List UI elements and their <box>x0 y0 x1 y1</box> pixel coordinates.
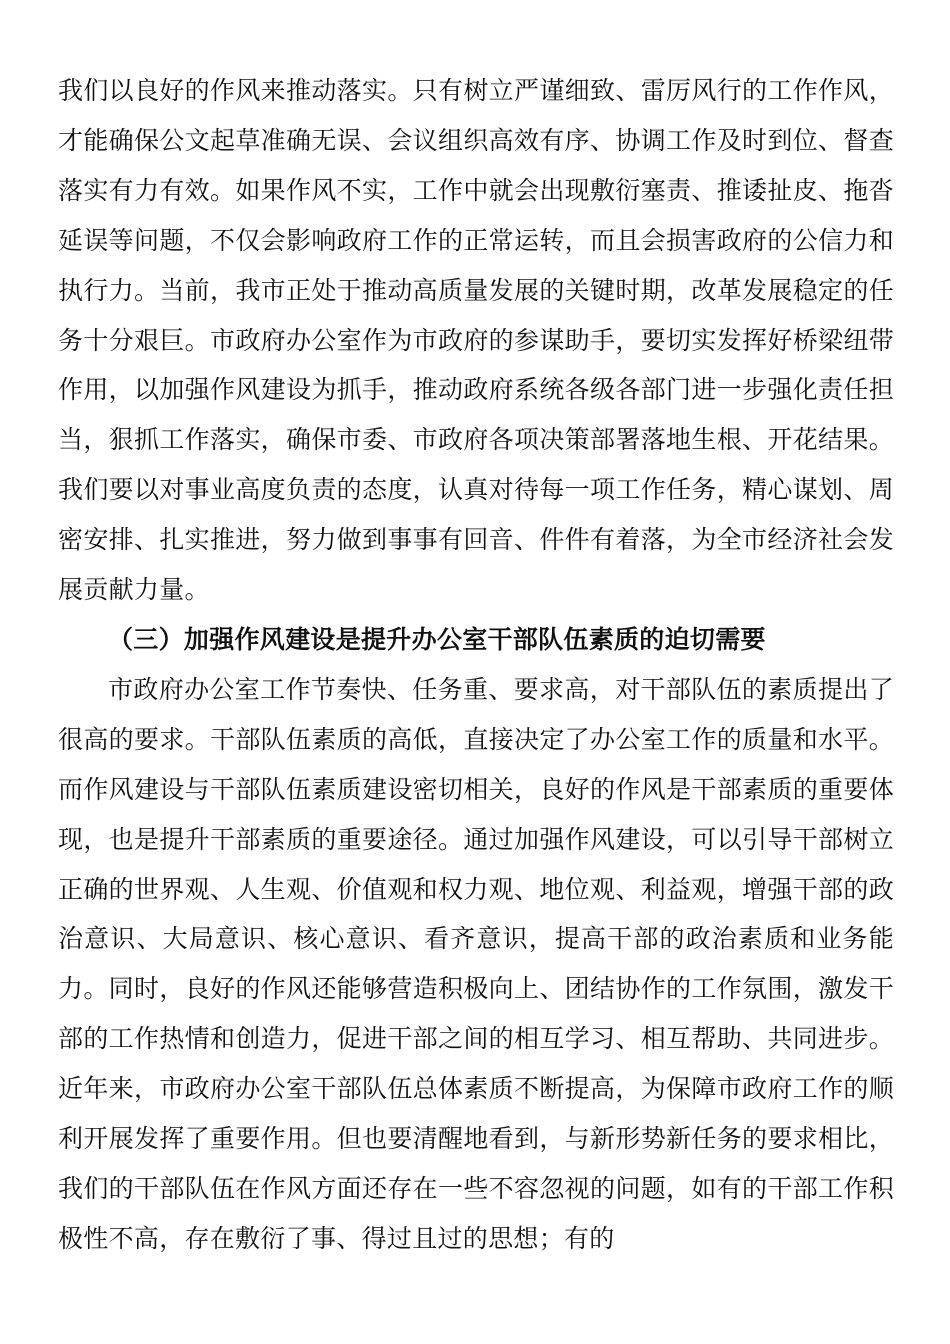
paragraph-cadre-quality: 市政府办公室工作节奏快、任务重、要求高，对干部队伍的素质提出了很高的要求。干部队伍素质的高低，直接决定了办公室工作的质量和水平。而作风建设与干部队伍素质建设密切相关，良好的作风是干部素质的重要体现，也是提升干部素质的重要途径。通过加强作风建设，可以引导干部树立正确的世界观、人生观、价值观和权力观、地位观、利益观，增强干部的政治意识、大局意识、核心意识、看齐意识，提高干部的政治素质和业务能力。同时，良好的作风还能够营造积极向上、团结协作的工作氛围，激发干部的工作热情和创造力，促进干部之间的相互学习、相互帮助、共同进步。近年来，市政府办公室干部队伍总体素质不断提高，为保障市政府工作的顺利开展发挥了重要作用。但也要清醒地看到，与新形势新任务的要求相比，我们的干部队伍在作风方面还存在一些不容忽视的问题，如有的干部工作积极性不高，存在敷衍了事、得过且过的思想；有的 <box>58 674 894 1253</box>
section-heading-3: （三）加强作风建设是提升办公室干部队伍素质的迫切需要 <box>108 624 766 654</box>
paragraph-work-style-implementation: 我们以良好的作风来推动落实。只有树立严谨细致、雷厉风行的工作作风，才能确保公文起草准确无误、会议组织高效有序、协调工作及时到位、督查落实有力有效。如果作风不实，工作中就会出现敷衍塞责、推诿扯皮、拖沓延误等问题，不仅会影响政府工作的正常运转，而且会损害政府的公信力和执行力。当前，我市正处于推动高质量发展的关键时期，改革发展稳定的任务十分艰巨。市政府办公室作为市政府的参谋助手，要切实发挥好桥梁纽带作用，以加强作风建设为抓手，推动政府系统各级各部门进一步强化责任担当，狠抓工作落实，确保市委、市政府各项决策部署落地生根、开花结果。我们要以对事业高度负责的态度，认真对待每一项工作任务，精心谋划、周密安排、扎实推进，努力做到事事有回音、件件有着落，为全市经济社会发展贡献力量。 <box>58 76 894 605</box>
document-body <box>58 66 894 1264</box>
